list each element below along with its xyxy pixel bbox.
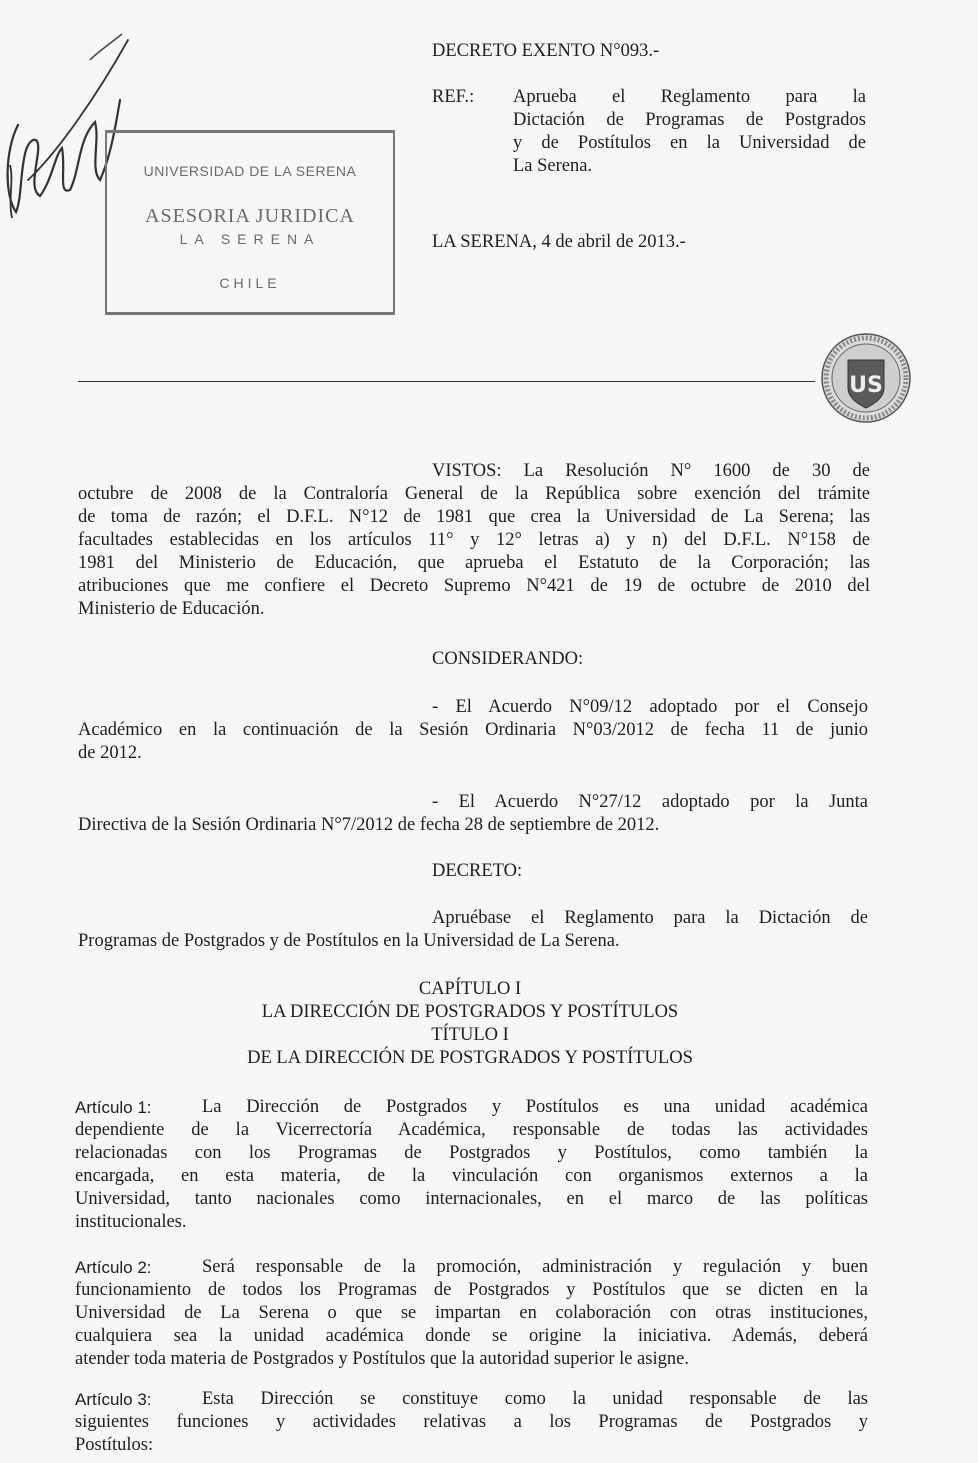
article-line: siguientes funciones y actividades relativas a los Programas de Postgrados y [75,1412,868,1432]
article-line: Universidad de La Serena o que se impartan en colaboración con otras instituciones, [75,1303,868,1323]
vistos-line: 1981 del Ministerio de Educación, que aprueba el Estatuto de la Corporación; las [78,553,870,573]
decreto-heading: DECRETO: [432,861,523,881]
article-line: Universidad, tanto nacionales como internacionales, en el marco de las políticas [75,1189,868,1209]
vistos-line: de toma de razón; el D.F.L. N°12 de 1981 que crea la Universidad de La Serena; las [78,507,870,527]
title-heading: DE LA DIRECCIÓN DE POSTGRADOS Y POSTÍTULOS [247,1048,693,1068]
article-label: Artículo 1: [75,1098,152,1117]
article-line: dependiente de la Vicerrectoría Académica, responsable de todas las actividades [75,1120,868,1140]
article-line: Postítulos: [75,1435,154,1455]
stamp-country: CHILE [219,275,281,291]
article-line: cualquiera sea la unidad académica donde se origine la iniciativa. Además, deberá [75,1326,868,1346]
article-line: Esta Dirección se constituye como la unidad responsable de las [202,1389,868,1409]
place-date: LA SERENA, 4 de abril de 2013.- [432,232,686,252]
header-divider [78,381,815,382]
vistos-line: facultades establecidas en los artículos 11° y 12° letras a) y n) del D.F.L. N°158 de [78,530,870,550]
vistos-line: atribuciones que me confiere el Decreto Supremo N°421 de 19 de octubre de 2010 del [78,576,870,596]
considerando-item-line: Directiva de la Sesión Ordinaria N°7/2012 de fecha 28 de septiembre de 2012. [78,815,660,835]
article-label: Artículo 3: [75,1390,152,1409]
decree-number: DECRETO EXENTO N°093.- [432,41,660,61]
ref-label: REF.: [432,87,475,107]
article-line: encargada, en esta materia, de la vinculación con organismos externos a la [75,1166,868,1186]
article-line: funcionamiento de todos los Programas de Postgrados y Postítulos que se dicten en la [75,1280,868,1300]
vistos-line: octubre de 2008 de la Contraloría General de la República sobre exención del trámite [78,484,870,504]
decreto-line: Apruébase el Reglamento para la Dictación de [432,908,868,928]
article-line: Será responsable de la promoción, administración y regulación y buen [202,1257,868,1277]
considerando-heading: CONSIDERANDO: [432,649,584,669]
article-line: relacionadas con los Programas de Postgrados y Postítulos, como también la [75,1143,868,1163]
legal-office-stamp [105,130,395,315]
article-label: Artículo 2: [75,1258,152,1277]
vistos-line: VISTOS: La Resolución N° 1600 de 30 de [432,461,870,481]
ref-line: y de Postítulos en la Universidad de [513,133,866,153]
university-seal [820,332,912,424]
chapter-title: LA DIRECCIÓN DE POSTGRADOS Y POSTÍTULOS [261,1002,679,1022]
stamp-office: ASESORIA JURIDICA [145,205,355,227]
seal-monogram: US [849,373,883,398]
ref-line: Dictación de Programas de Postgrados [513,110,866,130]
ref-line: Aprueba el Reglamento para la [513,87,866,107]
article-line: atender toda materia de Postgrados y Postítulos que la autoridad superior le asigne. [75,1349,689,1369]
article-line: La Dirección de Postgrados y Postítulos es una unidad académica [202,1097,868,1117]
title-number: TÍTULO I [431,1025,509,1045]
considerando-item-line: - El Acuerdo N°09/12 adoptado por el Consejo [432,697,868,717]
considerando-item-line: Académico en la continuación de la Sesión Ordinaria N°03/2012 de fecha 11 de junio [78,720,868,740]
stamp-university: UNIVERSIDAD DE LA SERENA [143,163,357,179]
chapter-number: CAPÍTULO I [418,979,522,999]
considerando-item-line: de 2012. [78,743,142,763]
stamp-city: LA SERENA [179,231,321,247]
article-line: institucionales. [75,1212,187,1232]
decreto-line: Programas de Postgrados y de Postítulos en la Universidad de La Serena. [78,931,620,951]
considerando-item-line: - El Acuerdo N°27/12 adoptado por la Junta [432,792,868,812]
vistos-line: Ministerio de Educación. [78,599,265,619]
ref-line: La Serena. [513,156,593,176]
